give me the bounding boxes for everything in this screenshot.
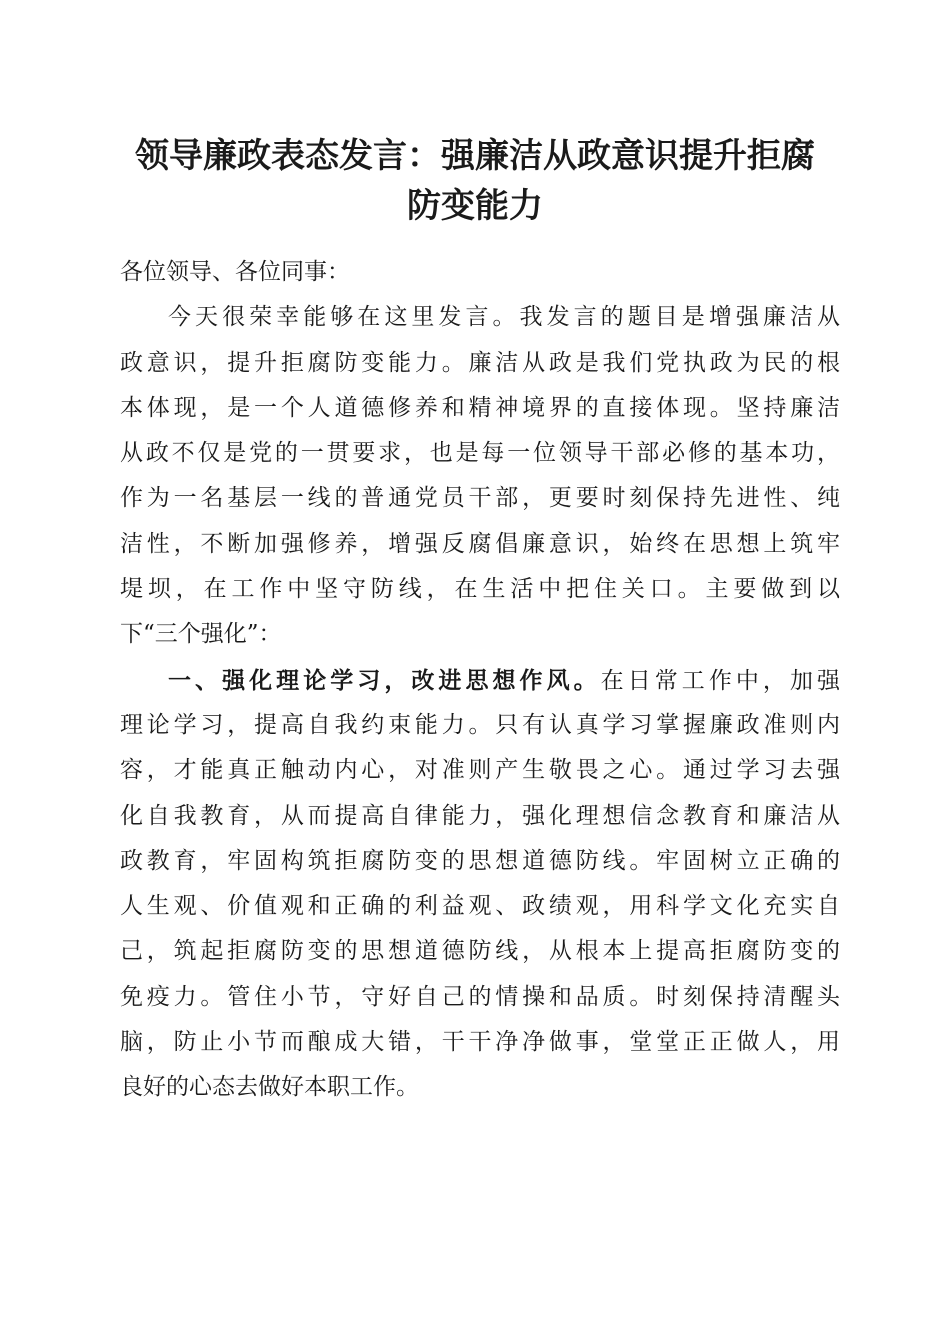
title-line-1: 领导廉政表态发言：强廉洁从政意识提升拒腐 — [135, 136, 815, 176]
paragraph-line: 政教育，牢固构筑拒腐防变的思想道德防线。牢固树立正确的 — [120, 847, 840, 874]
paragraph-line — [120, 658, 840, 703]
paragraph-line: 良好的心态去做好本职工作。 — [120, 1074, 419, 1101]
paragraph-line: 从政不仅是党的一贯要求，也是每一位领导干部必修的基本功， — [120, 440, 840, 467]
paragraph-line: 容，才能真正触动内心，对准则产生敬畏之心。通过学习去强 — [120, 757, 840, 784]
paragraph-line: 堤坝，在工作中坚守防线，在生活中把住关口。主要做到以 — [120, 576, 840, 603]
paragraph-line: 己，筑起拒腐防变的思想道德防线，从根本上提高拒腐防变的 — [120, 938, 840, 965]
section-heading-continuation: 在日常工作中，加强 — [600, 667, 841, 694]
paragraph-line: 下“三个强化”： — [120, 621, 282, 648]
paragraph-line: 政意识，提升拒腐防变能力。廉洁从政是我们党执政为民的根 — [120, 349, 840, 376]
paragraph-line: 免疫力。管住小节，守好自己的情操和品质。时刻保持清醒头 — [120, 983, 840, 1010]
document-title — [100, 131, 850, 231]
paragraph-section-one — [120, 658, 840, 1111]
paragraph-line: 本体现，是一个人道德修养和精神境界的直接体现。坚持廉洁 — [120, 394, 840, 421]
paragraph-line: 理论学习，提高自我约束能力。只有认真学习掌握廉政准则内 — [120, 711, 840, 738]
document-body — [120, 250, 840, 1111]
paragraph-line: 洁性，不断加强修养，增强反腐倡廉意识，始终在思想上筑牢 — [120, 530, 840, 557]
section-heading: 一、强化理论学习，改进思想作风。 — [168, 666, 601, 694]
salutation: 各位领导、各位同事： — [120, 259, 350, 285]
paragraph-line: 人生观、价值观和正确的利益观、政绩观，用科学文化充实自 — [120, 893, 840, 920]
paragraph-line: 作为一名基层一线的普通党员干部，更要时刻保持先进性、纯 — [120, 485, 840, 512]
paragraph-line: 化自我教育，从而提高自律能力，强化理想信念教育和廉洁从 — [120, 802, 840, 829]
paragraph-line: 脑，防止小节而酿成大错，干干净净做事，堂堂正正做人，用 — [120, 1029, 840, 1056]
title-line-2: 防变能力 — [407, 186, 543, 226]
paragraph-intro — [120, 295, 840, 657]
paragraph-line: 今天很荣幸能够在这里发言。我发言的题目是增强廉洁从 — [168, 304, 840, 331]
